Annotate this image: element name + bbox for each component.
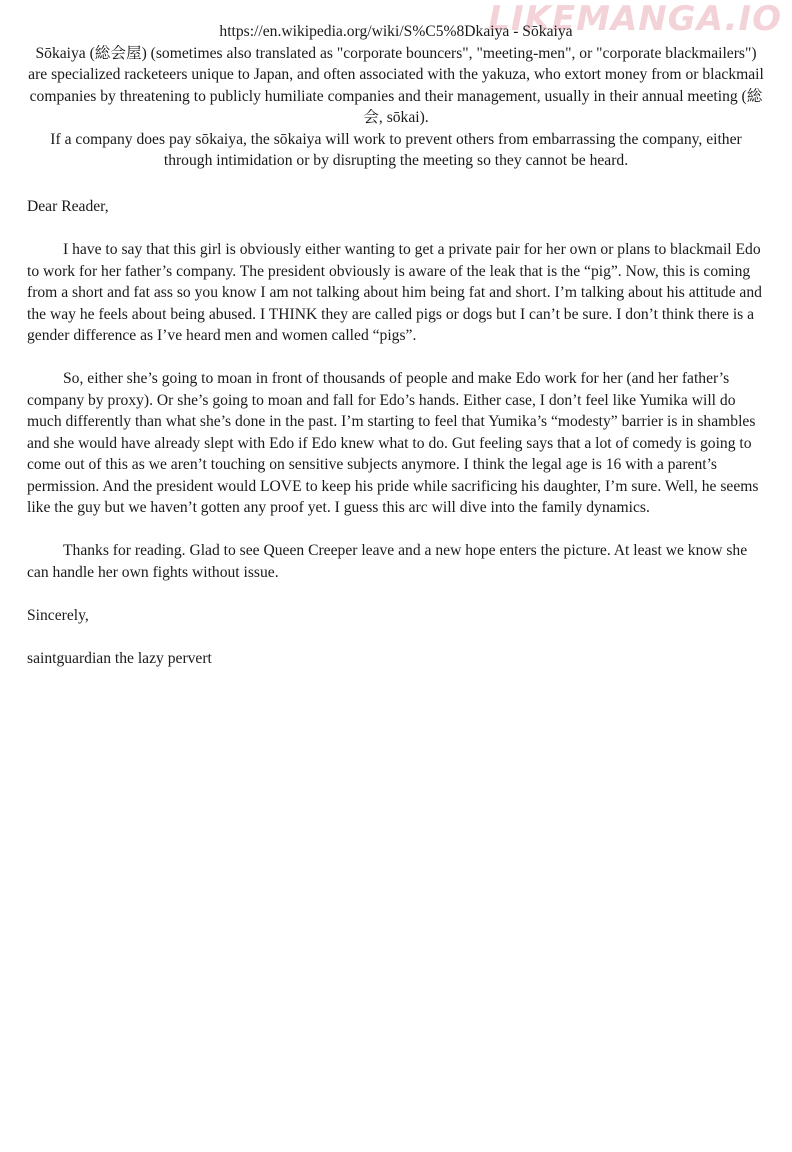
reference-header xyxy=(27,21,765,172)
closing: Sincerely, xyxy=(27,606,89,624)
letter-paragraph: So, either she’s going to moan in front of thousands of people and make Edo work for her (and her father’s company by proxy). Or she’s going to moan and fall for Edo’s hands. Either case, I don’t feel like Yumika will do much differently than what she’s done in the past. I’m starting to feel that Yumika’s “modesty” barrier is in shambles and she would have already slept with Edo if Edo knew what to do. Gut feeling says that a lot of comedy is going to come out of this as we aren’t touching on sensitive subjects anymore. I think the legal age is 16 with a parent’s permission. And the president would LOVE to keep his pride while sacrificing his daughter, I’m sure. Well, he seems like the guy but we haven’t gotten any proof yet. I guess this arc will dive into the family dynamics. xyxy=(27,370,759,516)
note-paragraph: If a company does pay sōkaiya, the sōkaiya will work to prevent others from embarrassing the company, either through intimidation or by disrupting the meeting so they cannot be heard. xyxy=(50,130,742,169)
letter-paragraph: I have to say that this girl is obviously either wanting to get a private pair for her own or plans to blackmail Edo to work for her father’s company. The president obviously is aware of the leak that is the “pig”. Now, this is coming from a short and fat ass so you know I am not talking about him being fat and short. I’m talking about his attitude and the way he feels about being abused. I THINK they are called pigs or dogs but I can’t be sure. I don’t think there is a gender difference as I’ve heard men and women called “pigs”. xyxy=(27,241,762,344)
signature: saintguardian the lazy pervert xyxy=(27,649,212,667)
definition-paragraph: Sōkaiya (総会屋) (sometimes also translated as "corporate bouncers", "meeting-men", or "corporate blackmailers") are specialized racketeers unique to Japan, and often associated with the yakuza, who extort money from or blackmail companies by threatening to publicly humiliate companies and their management, usually in their annual meeting (総会, sōkai). xyxy=(28,44,764,126)
greeting: Dear Reader, xyxy=(27,198,109,215)
watermark-logo: LIKEMANGA.IO xyxy=(488,0,782,39)
letter-paragraph: Thanks for reading. Glad to see Queen Creeper leave and a new hope enters the picture. At least we know she can handle her own fights without issue. xyxy=(27,542,748,581)
source-url: https://en.wikipedia.org/wiki/S%C5%8Dkaiya - Sōkaiya xyxy=(219,23,573,40)
letter-body xyxy=(27,196,767,691)
